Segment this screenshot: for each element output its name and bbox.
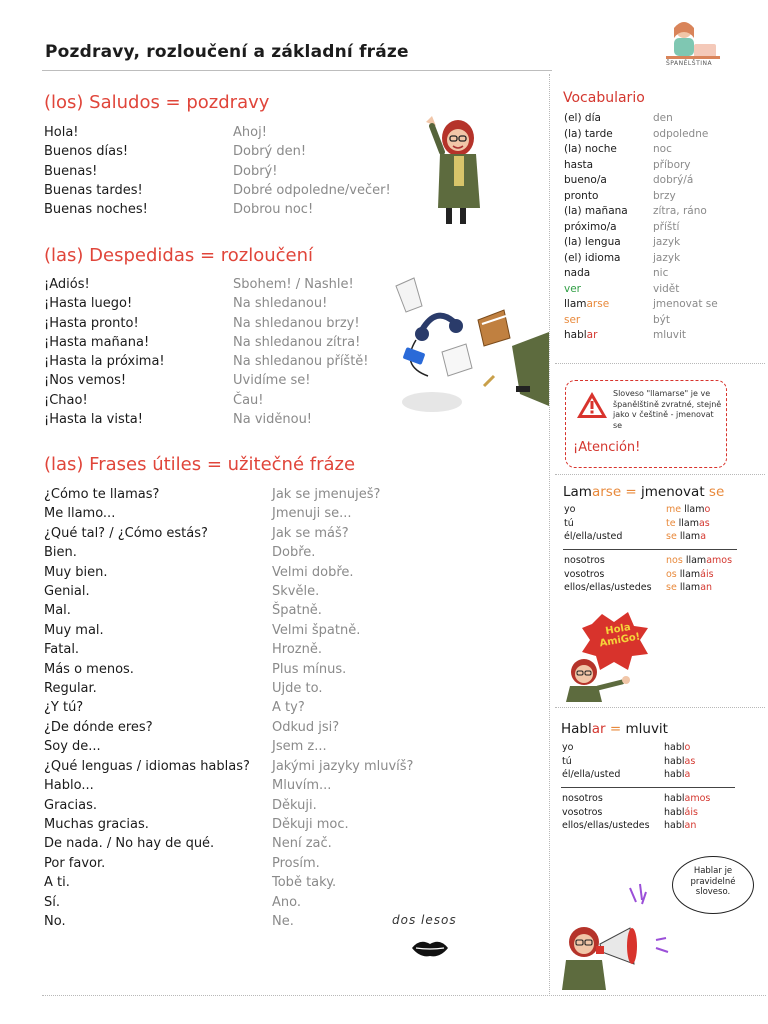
hablar-title: Hablar = mluvit [561, 721, 668, 737]
saludos-list [44, 123, 148, 219]
list-item-translation: Jak se jmenuješ? [272, 487, 381, 502]
list-item-translation: Hrozně. [272, 642, 322, 658]
verb-form: os llamáis [666, 568, 714, 580]
vocab-translation: den [653, 112, 673, 124]
person: vosotros [562, 806, 603, 818]
list-item: ¡Adiós! [44, 277, 90, 292]
list-item: Genial. [44, 584, 90, 600]
list-item-translation: Velmi dobře. [272, 564, 354, 580]
vocab-translation: zítra, ráno [653, 205, 707, 217]
vocab-item: bueno/a [564, 174, 607, 186]
vocab-item-ver: ver [564, 282, 581, 295]
vocab-item-hablar: hablar [564, 329, 598, 341]
list-item-translation: Děkuji. [272, 797, 317, 813]
list-item: Sí. [44, 894, 60, 910]
section-divider [555, 474, 765, 475]
vocab-item: (la) mañana [564, 205, 628, 217]
list-item-translation: Ujde to. [272, 681, 323, 697]
verb-form: hablas [664, 755, 696, 767]
vocab-translation: vidět [653, 282, 680, 295]
list-item-translation: Není zač. [272, 836, 332, 852]
person: ellos/ellas/ustedes [564, 582, 652, 594]
list-item-translation: Dobrý den! [233, 144, 307, 160]
list-item: Buenas noches! [44, 202, 148, 218]
list-item: ¡Nos vemos! [44, 373, 127, 389]
frases-translations [272, 485, 413, 931]
vocab-translation: odpoledne [653, 127, 709, 140]
list-item: De nada. / No hay de qué. [44, 836, 215, 852]
despedidas-list [44, 275, 165, 429]
lips-icon [410, 936, 450, 960]
list-item: Hola! [44, 125, 79, 140]
verb-form: habláis [664, 806, 698, 818]
list-item: A ti. [44, 875, 70, 891]
vocab-item: (la) lengua [564, 236, 621, 248]
verb-form: hablo [664, 742, 691, 753]
logo [660, 16, 726, 72]
vocab-item-llamarse: llamarse [564, 298, 610, 310]
vocab-translation: příští [653, 220, 680, 233]
vocab-item: (el) idioma [564, 251, 621, 264]
llamarse-title: Lamarse = jmenovat se [563, 484, 725, 500]
speech-bubble-text: Hablar je pravidelné sloveso. [690, 866, 736, 897]
hablar-persons-pl [562, 792, 650, 833]
list-item-translation: Mluvím... [272, 778, 332, 794]
vocab-translation: nic [653, 267, 669, 279]
list-item-translation: Jak se máš? [272, 525, 349, 541]
list-item: ¿Cómo te llamas? [44, 487, 160, 502]
llamarse-forms-sg [666, 503, 710, 544]
atencion-label: ¡Atención! [573, 440, 641, 455]
section-divider [555, 707, 765, 708]
vocab-translation: příbory [653, 158, 691, 171]
verb-form: me llamo [666, 504, 711, 515]
list-item-translation: Jmenuji se... [272, 506, 352, 522]
list-item-translation: Ahoj! [233, 125, 267, 140]
waving-character-illustration [424, 112, 484, 230]
vocab-item-ser: ser [564, 313, 581, 326]
page-title: Pozdravy, rozloučení a základní fráze [45, 42, 409, 62]
llamarse-persons-pl [564, 554, 652, 595]
list-item: ¿Qué tal? / ¿Cómo estás? [44, 525, 208, 541]
logo-text: ŠPANĚLŠTINA [666, 60, 713, 67]
vocab-translation: jmenovat se [653, 298, 718, 310]
list-item-translation: Jakými jazyky mluvíš? [272, 758, 414, 774]
hola-amigo-illustration [562, 610, 652, 702]
warning-icon [575, 390, 609, 420]
list-item-translation: Ne. [272, 913, 294, 929]
despedidas-title: (las) Despedidas = rozloučení [44, 245, 314, 266]
frases-title: (las) Frases útiles = užitečné fráze [44, 454, 356, 475]
list-item: Muy mal. [44, 622, 104, 638]
list-item-translation: Plus mínus. [272, 661, 347, 677]
list-item-translation: Ano. [272, 894, 301, 910]
list-item: ¡Hasta pronto! [44, 315, 139, 331]
list-item-translation: Čau! [233, 392, 264, 408]
vocab-item: pronto [564, 189, 599, 202]
person: ellos/ellas/ustedes [562, 820, 650, 832]
person: él/ella/usted [562, 769, 621, 781]
person: tú [564, 517, 574, 529]
person: nosotros [562, 793, 603, 804]
bottom-divider [42, 995, 766, 996]
list-item-translation: Velmi špatně. [272, 622, 361, 638]
megaphone-character-illustration [560, 880, 670, 990]
section-divider [555, 363, 765, 364]
list-item-translation: Skvěle. [272, 584, 320, 600]
list-item: ¿De dónde eres? [44, 719, 153, 735]
frases-list [44, 485, 250, 931]
list-item-translation: Tobě taky. [272, 875, 337, 891]
list-item-translation: Jsem z... [272, 739, 327, 755]
vocab-translation: brzy [653, 189, 676, 202]
list-item-translation: Sbohem! / Nashle! [233, 277, 354, 292]
list-item: Buenos días! [44, 144, 129, 160]
title-divider [42, 70, 552, 71]
list-item: ¿Qué lenguas / idiomas hablas? [44, 758, 250, 774]
list-item-translation: Prosím. [272, 855, 320, 871]
vocab-item: (la) tarde [564, 127, 613, 140]
vocab-item: (el) día [564, 112, 601, 124]
verb-form: se llama [666, 531, 707, 543]
llamarse-forms-pl [666, 554, 732, 595]
list-item: ¿Y tú? [44, 700, 84, 716]
list-item: Por favor. [44, 855, 106, 871]
atencion-note: Sloveso "llamarse" je ve španělštině zvratné, stejně jako v češtině - jmenovat se [613, 389, 722, 430]
saludos-translations [233, 123, 391, 219]
hola-amigo-sticker-text: Hola AmiGo! [598, 621, 642, 650]
list-item-translation: Na shledanou! [233, 296, 328, 312]
vocab-translation: jazyk [653, 236, 681, 248]
list-item: Me llamo... [44, 506, 116, 522]
vocab-translation: noc [653, 143, 672, 155]
vocab-item: hasta [564, 158, 594, 171]
vocab-item: (la) noche [564, 143, 617, 155]
list-item-translation: Na viděnou! [233, 412, 313, 428]
list-item: Bien. [44, 545, 77, 561]
vocabulario-czech [653, 111, 718, 344]
list-item: Soy de... [44, 739, 101, 755]
list-item: Buenas tardes! [44, 182, 143, 198]
list-item-translation: Dobré odpoledne/večer! [233, 182, 391, 198]
vocab-translation: dobrý/á [653, 174, 694, 186]
list-item: Muchas gracias. [44, 816, 149, 832]
list-item: Mal. [44, 603, 71, 619]
table-divider [563, 549, 737, 550]
list-item: ¡Chao! [44, 392, 88, 408]
person: yo [564, 504, 576, 515]
list-item-translation: Dobrý! [233, 163, 278, 179]
saludos-title: (los) Saludos = pozdravy [44, 92, 270, 113]
footer-signature: dos lesos [392, 913, 457, 927]
vocab-item: próximo/a [564, 220, 617, 233]
table-divider [561, 787, 735, 788]
list-item: Gracias. [44, 797, 98, 813]
hablar-forms-sg [664, 741, 695, 782]
list-item-translation: Na shledanou brzy! [233, 315, 360, 331]
hablar-persons-sg [562, 741, 620, 782]
list-item-translation: A ty? [272, 700, 305, 716]
column-divider [549, 74, 550, 994]
list-item-translation: Uvidíme se! [233, 373, 311, 389]
list-item: ¡Hasta la vista! [44, 412, 143, 428]
verb-form: hablamos [664, 793, 711, 804]
list-item: Más o menos. [44, 661, 134, 677]
verb-form: nos llamamos [666, 555, 733, 566]
list-item-translation: Dobrou noc! [233, 202, 314, 218]
running-character-illustration [392, 276, 549, 421]
vocab-translation: mluvit [653, 329, 687, 341]
list-item: Muy bien. [44, 564, 108, 580]
list-item-translation: Dobře. [272, 545, 316, 561]
vocabulario-title: Vocabulario [563, 90, 645, 106]
list-item-translation: Špatně. [272, 603, 322, 619]
llamarse-persons-sg [564, 503, 622, 544]
list-item-translation: Děkuji moc. [272, 816, 349, 832]
list-item: ¡Hasta mañana! [44, 334, 150, 350]
vocab-item: nada [564, 267, 591, 279]
verb-form: se llaman [666, 582, 713, 594]
list-item: ¡Hasta luego! [44, 296, 133, 312]
list-item-translation: Na shledanou zítra! [233, 334, 361, 350]
list-item: Hablo... [44, 778, 94, 794]
vocabulario-spanish [564, 111, 628, 344]
vocab-translation: být [653, 313, 670, 326]
list-item: Fatal. [44, 642, 80, 658]
vocab-translation: jazyk [653, 251, 681, 264]
list-item: ¡Hasta la próxima! [44, 354, 165, 370]
person: él/ella/usted [564, 531, 623, 543]
hablar-forms-pl [664, 792, 710, 833]
person: yo [562, 742, 574, 753]
person: nosotros [564, 555, 605, 566]
despedidas-translations [233, 275, 369, 429]
verb-form: hablan [664, 820, 697, 832]
person: vosotros [564, 568, 605, 580]
verb-form: habla [664, 769, 691, 781]
list-item: Regular. [44, 681, 97, 697]
list-item: No. [44, 913, 66, 929]
verb-form: te llamas [666, 517, 710, 529]
list-item-translation: Odkud jsi? [272, 719, 340, 735]
person: tú [562, 755, 572, 767]
list-item: Buenas! [44, 163, 98, 179]
list-item-translation: Na shledanou příště! [233, 354, 369, 370]
